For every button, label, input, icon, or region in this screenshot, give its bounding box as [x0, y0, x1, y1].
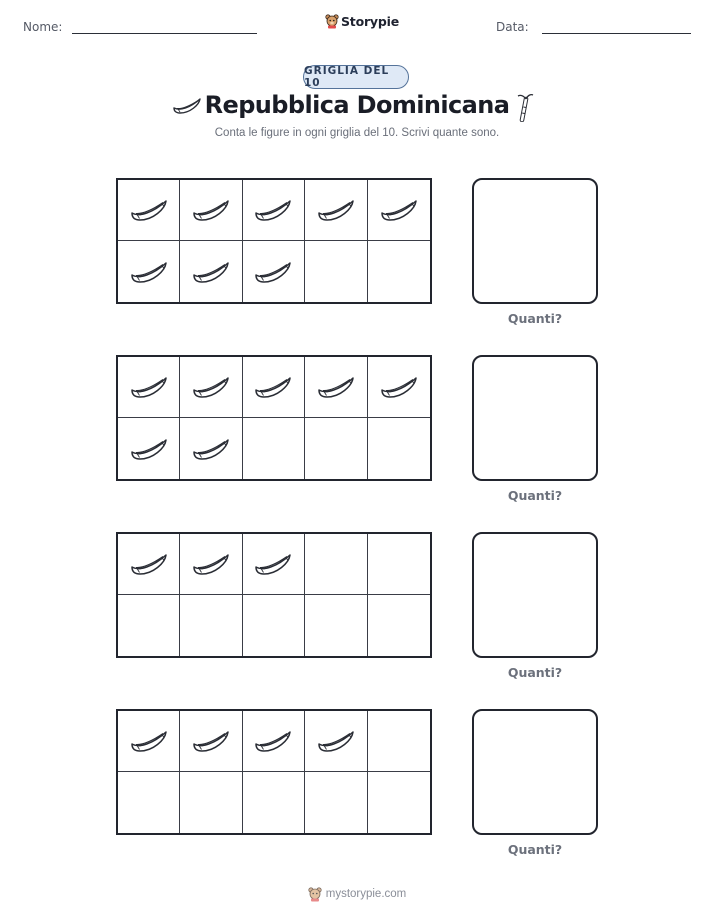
- ten-frame-cell: [305, 772, 367, 833]
- date-line[interactable]: [542, 33, 691, 34]
- ten-frame-4: [116, 709, 432, 835]
- ten-frame-cell: [180, 711, 242, 772]
- ten-frame-cell: [368, 534, 430, 595]
- ten-frame-cell: [368, 772, 430, 833]
- ten-frame-cell: [243, 241, 305, 302]
- footer-url[interactable]: mystorypie.com: [325, 888, 407, 900]
- ten-frame-cell: [243, 534, 305, 595]
- canoe-icon: [191, 727, 231, 755]
- category-badge: GRIGLIA DEL 10: [303, 65, 409, 89]
- page-title: Repubblica Dominicana: [204, 91, 510, 119]
- ten-frame-cell: [305, 180, 367, 241]
- ten-frame-1: [116, 178, 432, 304]
- answer-box-3[interactable]: [472, 532, 598, 658]
- ten-frame-cell: [118, 241, 180, 302]
- canoe-icon: [191, 373, 231, 401]
- instructions: Conta le figure in ogni griglia del 10. Scrivi quante sono.: [214, 127, 500, 139]
- answer-label-1: Quanti?: [507, 311, 563, 326]
- canoe-icon: [129, 373, 169, 401]
- answer-label-4: Quanti?: [507, 842, 563, 857]
- answer-box-2[interactable]: [472, 355, 598, 481]
- ten-frame-cell: [305, 241, 367, 302]
- answer-label-2: Quanti?: [507, 488, 563, 503]
- ten-frame-cell: [305, 711, 367, 772]
- ten-frame-cell: [305, 357, 367, 418]
- ten-frame-cell: [180, 180, 242, 241]
- ten-frame-cell: [243, 772, 305, 833]
- ten-frame-3: [116, 532, 432, 658]
- ten-frame-cell: [118, 180, 180, 241]
- canoe-icon: [316, 196, 356, 224]
- ten-frame-cell: [180, 534, 242, 595]
- footer: [0, 886, 714, 902]
- ten-frame-cell: [118, 357, 180, 418]
- canoe-icon: [316, 727, 356, 755]
- canoe-icon: [191, 550, 231, 578]
- ten-frame-cell: [243, 711, 305, 772]
- ten-frame-cell: [368, 595, 430, 656]
- canoe-icon: [253, 727, 293, 755]
- answer-box-4[interactable]: [472, 709, 598, 835]
- canoe-icon: [253, 258, 293, 286]
- ten-frame-cell: [180, 772, 242, 833]
- canoe-icon: [379, 196, 419, 224]
- ten-frame-cell: [368, 418, 430, 479]
- canoe-icon: [129, 196, 169, 224]
- ten-frame-cell: [368, 180, 430, 241]
- canoe-icon: [129, 435, 169, 463]
- name-label: Nome:: [23, 20, 63, 34]
- brand-logo: [325, 13, 399, 29]
- name-line[interactable]: [72, 33, 257, 34]
- storypie-bear-icon: [308, 886, 322, 902]
- answer-label-3: Quanti?: [507, 665, 563, 680]
- ten-frame-2: [116, 355, 432, 481]
- ten-frame-cell: [368, 711, 430, 772]
- ten-frame-cell: [180, 357, 242, 418]
- canoe-icon: [191, 196, 231, 224]
- canoe-icon: [253, 196, 293, 224]
- storypie-bear-icon: [325, 13, 339, 29]
- ten-frame-cell: [118, 711, 180, 772]
- canoe-icon: [191, 435, 231, 463]
- ten-frame-cell: [118, 534, 180, 595]
- ten-frame-cell: [368, 241, 430, 302]
- canoe-icon: [379, 373, 419, 401]
- ten-frame-cell: [118, 772, 180, 833]
- canoe-icon: [253, 550, 293, 578]
- ten-frame-cell: [305, 418, 367, 479]
- brand-name: Storypie: [341, 13, 399, 29]
- ten-frame-cell: [180, 418, 242, 479]
- canoe-icon: [316, 373, 356, 401]
- ten-frame-cell: [118, 418, 180, 479]
- canoe-icon: [129, 258, 169, 286]
- ten-frame-cell: [243, 357, 305, 418]
- canoe-icon: [253, 373, 293, 401]
- answer-box-1[interactable]: [472, 178, 598, 304]
- ten-frame-cell: [305, 595, 367, 656]
- sugarcane-icon: [516, 92, 534, 122]
- ten-frame-cell: [118, 595, 180, 656]
- ten-frame-cell: [180, 241, 242, 302]
- ten-frame-cell: [368, 357, 430, 418]
- ten-frame-cell: [180, 595, 242, 656]
- ten-frame-cell: [243, 418, 305, 479]
- canoe-icon: [129, 550, 169, 578]
- canoe-icon: [191, 258, 231, 286]
- ten-frame-cell: [243, 180, 305, 241]
- canoe-icon: [129, 727, 169, 755]
- ten-frame-cell: [243, 595, 305, 656]
- ten-frame-cell: [305, 534, 367, 595]
- date-label: Data:: [496, 20, 529, 34]
